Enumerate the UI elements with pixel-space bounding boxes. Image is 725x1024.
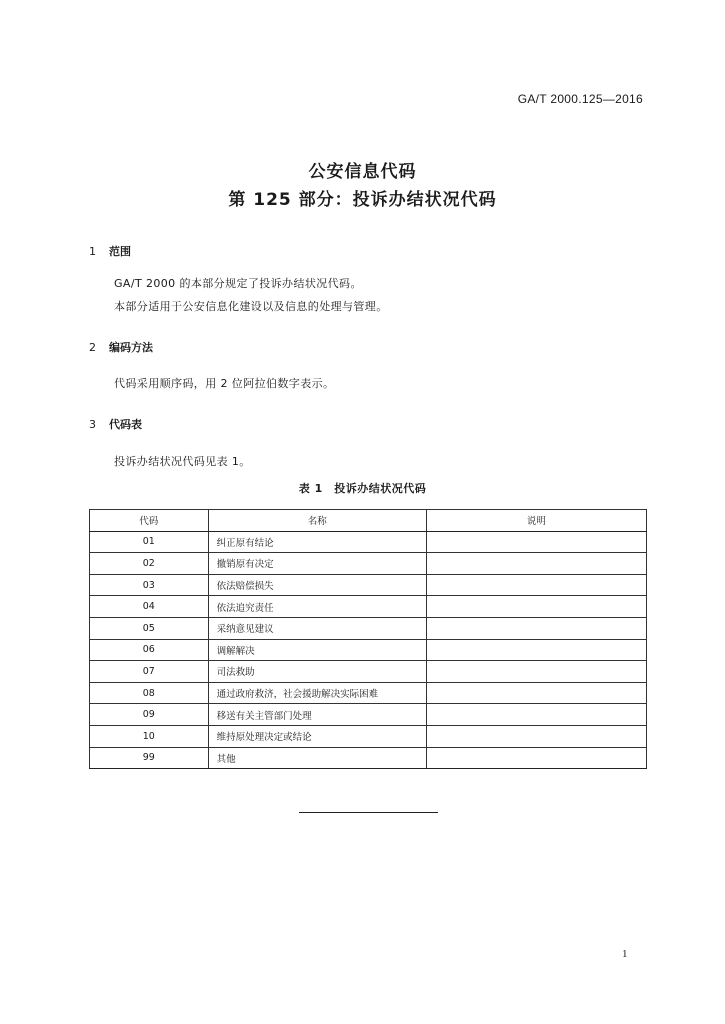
paragraph: 投诉办结状况代码见表 1。 [114,455,251,468]
section-title: 范围 [109,245,131,258]
code-cell: 04 [90,596,209,618]
paragraph: 代码采用顺序码，用 2 位阿拉伯数字表示。 [114,377,335,390]
section-heading-scope [89,243,131,259]
code-cell: 01 [90,531,209,553]
description-cell [426,531,646,553]
table-row [90,531,647,553]
code-cell: 10 [90,725,209,747]
section-heading-coding-method [89,339,153,355]
name-cell: 司法救助 [208,661,426,683]
description-cell [426,553,646,575]
page-number: 1 [622,948,628,960]
name-cell: 依法追究责任 [208,596,426,618]
table-caption: 表 1 投诉办结状况代码 [298,482,427,495]
table-row [90,596,647,618]
section-number: 2 [89,341,96,354]
document-title: 公安信息代码 [308,162,417,182]
table-row [90,704,647,726]
table-row [90,682,647,704]
description-cell [426,596,646,618]
table-row [90,574,647,596]
name-cell: 采纳意见建议 [208,617,426,639]
column-header-description: 说明 [426,510,646,532]
name-cell: 依法赔偿损失 [208,574,426,596]
description-cell [426,682,646,704]
description-cell [426,639,646,661]
section-heading-code-table [89,416,142,432]
section-number: 1 [89,245,96,258]
code-cell: 08 [90,682,209,704]
name-cell: 纠正原有结论 [208,531,426,553]
section-title: 代码表 [109,418,142,431]
end-of-standard-rule [299,812,438,813]
table-row [90,617,647,639]
paragraph: 本部分适用于公安信息化建设以及信息的处理与管理。 [114,300,388,313]
table-header-row [90,510,647,532]
code-cell: 05 [90,617,209,639]
code-cell: 06 [90,639,209,661]
description-cell [426,617,646,639]
code-cell: 09 [90,704,209,726]
code-cell: 02 [90,553,209,575]
document-subtitle: 第 125 部分：投诉办结状况代码 [228,190,497,210]
table-row [90,639,647,661]
code-cell: 07 [90,661,209,683]
code-cell: 99 [90,747,209,769]
name-cell: 撤销原有决定 [208,553,426,575]
table-row [90,661,647,683]
table-row [90,553,647,575]
name-cell: 维持原处理决定或结论 [208,725,426,747]
description-cell [426,704,646,726]
column-header-name: 名称 [208,510,426,532]
table-row [90,747,647,769]
description-cell [426,747,646,769]
name-cell: 通过政府救济，社会援助解决实际困难 [208,682,426,704]
description-cell [426,574,646,596]
section-number: 3 [89,418,96,431]
document-code: GA/T 2000.125—2016 [517,92,643,106]
paragraph: GA/T 2000 的本部分规定了投诉办结状况代码。 [114,277,362,290]
code-cell: 03 [90,574,209,596]
name-cell: 其他 [208,747,426,769]
column-header-code: 代码 [90,510,209,532]
section-title: 编码方法 [109,341,153,354]
table-row [90,725,647,747]
code-table [89,509,647,769]
name-cell: 调解解决 [208,639,426,661]
description-cell [426,661,646,683]
name-cell: 移送有关主管部门处理 [208,704,426,726]
description-cell [426,725,646,747]
